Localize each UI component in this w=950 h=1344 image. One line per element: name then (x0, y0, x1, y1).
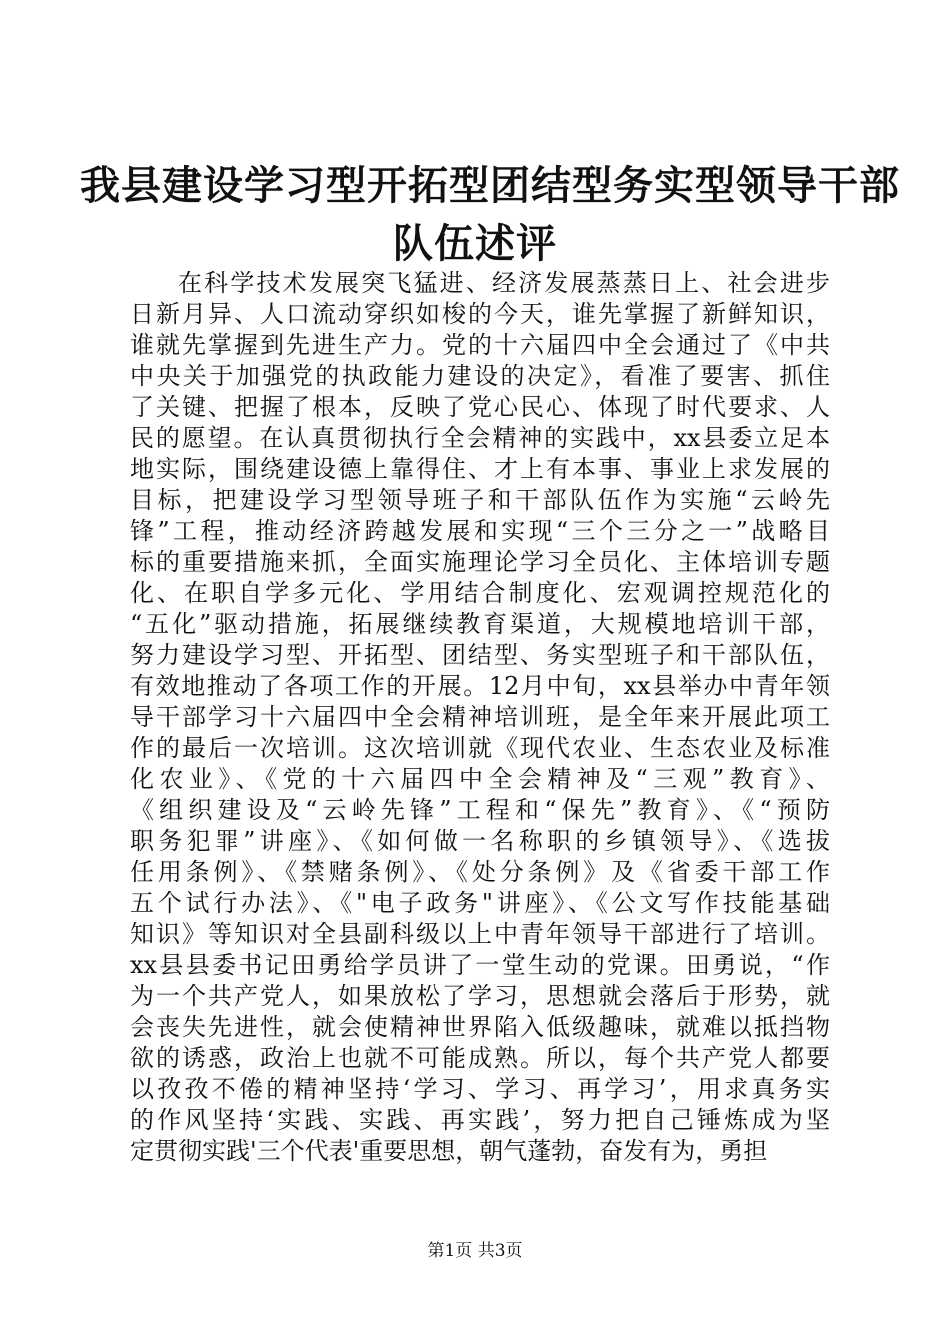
body-text-line: 化、在职自学多元化、学用结合制度化、宏观调控规范化的 (130, 579, 830, 607)
body-text-line: 锋”工程，推动经济跨越发展和实现“三个三分之一”战略目 (130, 517, 830, 545)
body-text-line: 民的愿望。在认真贯彻执行全会精神的实践中，xx县委立足本 (130, 424, 830, 452)
body-text-line: 职务犯罪”讲座》、《如何做一名称职的乡镇领导》、《选拔 (130, 827, 830, 855)
body-text-line: 在科学技术发展突飞猛进、经济发展蒸蒸日上、社会进步 (178, 269, 830, 297)
body-text-line: 《组织建设及“云岭先锋”工程和“保先”教育》、《“预防 (130, 796, 830, 824)
document-title-line-1: 我县建设学习型开拓型团结型务实型领导干部 (80, 162, 900, 209)
body-text-line: 日新月异、人口流动穿织如梭的今天，谁先掌握了新鲜知识， (130, 300, 830, 328)
body-text-line: 的作风坚持‘实践、实践、再实践’，努力把自己锤炼成为坚 (130, 1106, 830, 1134)
body-text-line: 以孜孜不倦的精神坚持‘学习、学习、再学习’，用求真务实 (130, 1075, 830, 1103)
body-text-line: 地实际，围绕建设德上靠得住、才上有本事、事业上求发展的 (130, 455, 830, 483)
document-body (130, 268, 830, 1167)
body-text-line: 有效地推动了各项工作的开展。12月中旬，xx县举办中青年领 (130, 672, 830, 700)
body-text-line: xx县县委书记田勇给学员讲了一堂生动的党课。田勇说，“作 (130, 951, 830, 979)
body-text-line: 了关键、把握了根本，反映了党心民心、体现了时代要求、人 (130, 393, 830, 421)
body-text-line: 标的重要措施来抓，全面实施理论学习全员化、主体培训专题 (130, 548, 830, 576)
body-text-line: 作的最后一次培训。这次培训就《现代农业、生态农业及标准 (130, 734, 830, 762)
body-text-line: 知识》等知识对全县副科级以上中青年领导干部进行了培训。 (130, 920, 830, 948)
body-text-line: “五化”驱动措施，拓展继续教育渠道，大规模地培训干部， (130, 610, 830, 638)
body-text-line: 化农业》、《党的十六届四中全会精神及“三观”教育》、 (130, 765, 830, 793)
body-text-line: 为一个共产党人，如果放松了学习，思想就会落后于形势，就 (130, 982, 830, 1010)
body-text-line: 五个试行办法》、《"电子政务"讲座》、《公文写作技能基础 (130, 889, 830, 917)
body-text-line: 定贯彻实践'三个代表'重要思想，朝气蓬勃，奋发有为，勇担 (130, 1137, 768, 1165)
body-text-line: 努力建设学习型、开拓型、团结型、务实型班子和干部队伍， (130, 641, 830, 669)
page-footer: 第1页 共3页 (427, 1241, 523, 1261)
body-text-line: 会丧失先进性，就会使精神世界陷入低级趣味，就难以抵挡物 (130, 1013, 830, 1041)
body-text-line: 导干部学习十六届四中全会精神培训班，是全年来开展此项工 (130, 703, 830, 731)
body-text-line: 欲的诱惑，政治上也就不可能成熟。所以，每个共产党人都要 (130, 1044, 830, 1072)
body-text-line: 中央关于加强党的执政能力建设的决定》，看准了要害、抓住 (130, 362, 830, 390)
document-title-line-2: 队伍述评 (393, 220, 557, 267)
body-text-line: 目标，把建设学习型领导班子和干部队伍作为实施“云岭先 (130, 486, 830, 514)
body-text-line: 谁就先掌握到先进生产力。党的十六届四中全会通过了《中共 (130, 331, 830, 359)
body-text-line: 任用条例》、《禁赌条例》、《处分条例》及《省委干部工作 (130, 858, 830, 886)
